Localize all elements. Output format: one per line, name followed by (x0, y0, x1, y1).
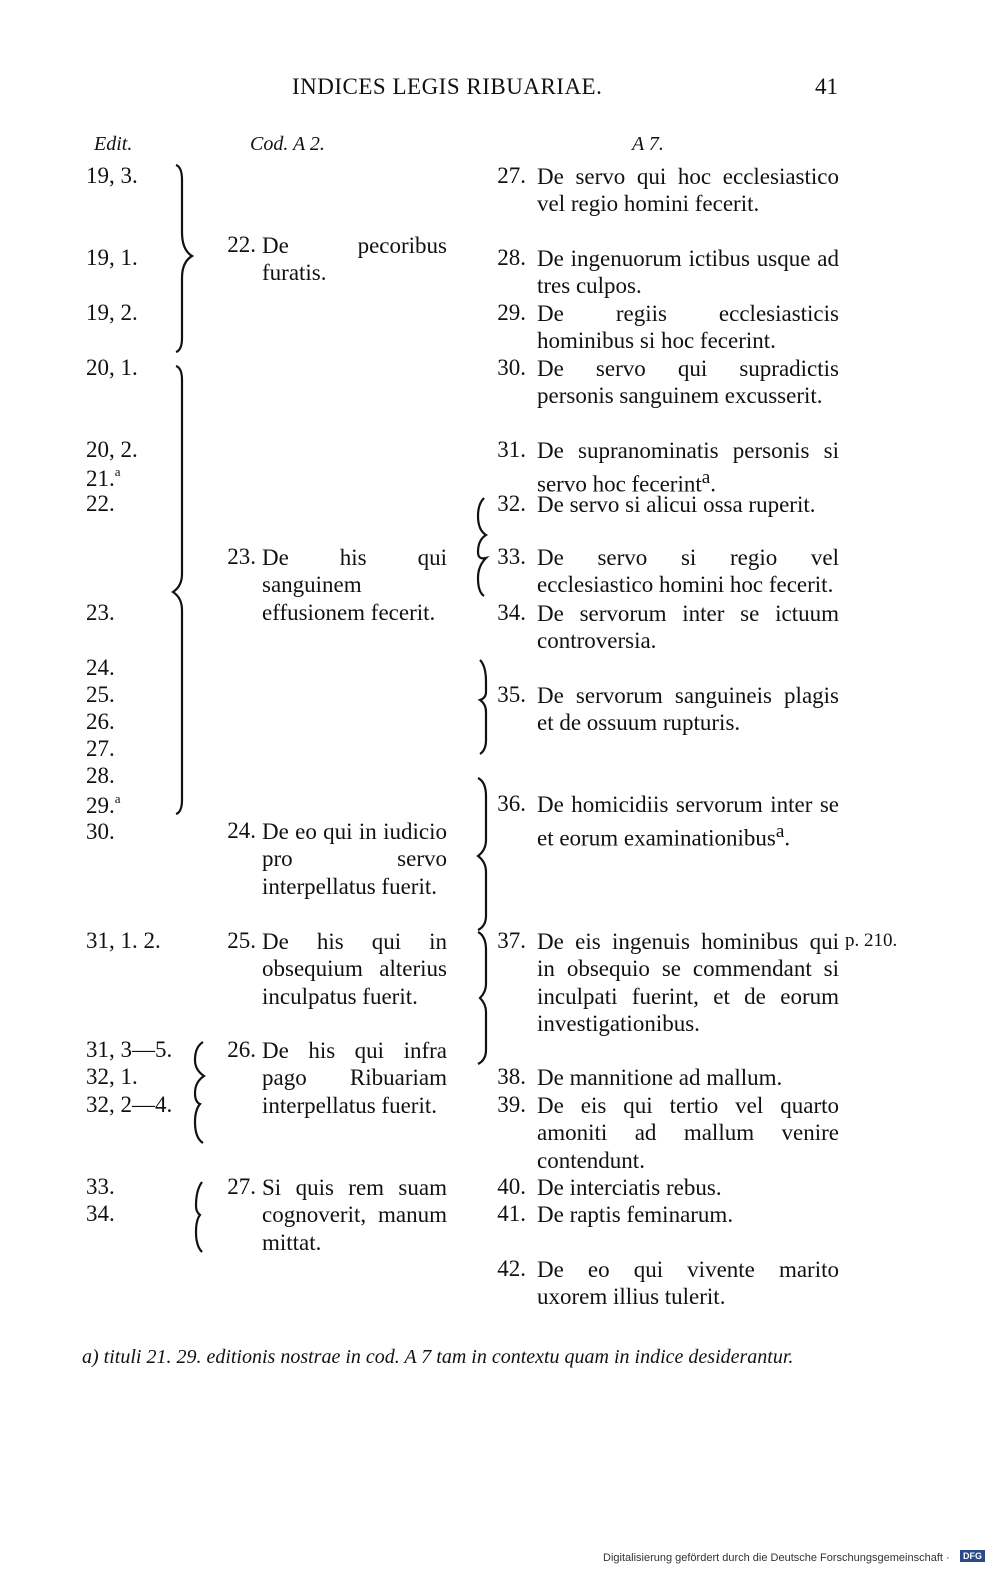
edition-ref (86, 736, 115, 762)
edition-ref-text: 19, 3. (86, 163, 138, 188)
edition-ref-text: 19, 1. (86, 245, 138, 270)
a7-entry-title (537, 1064, 839, 1091)
edition-ref (86, 791, 121, 819)
edition-ref-text: 25. (86, 682, 115, 707)
page-number: 41 (815, 74, 838, 99)
a2-entry-title: De his qui sanguinem effusionem fecerit. (262, 545, 447, 625)
a7-entry-title (537, 1201, 839, 1228)
a7-entry-end: . (784, 826, 791, 852)
a7-entry-number: 35. (497, 682, 526, 707)
edition-ref-text: 21. (86, 466, 115, 491)
a7-entry-title-text: De ingenuorum ictibus usque ad tres culpos. (537, 246, 839, 299)
edition-ref (86, 1201, 115, 1227)
edition-ref-text: 20, 2. (86, 437, 138, 462)
a7-entry-title-text: De interciatis rebus. (537, 1175, 722, 1200)
a7-entry-title-text: De homicidiis servorum inter se et eorum examinationibus (537, 792, 839, 852)
a2-entry-number: 26. (227, 1037, 256, 1062)
edition-ref (86, 819, 115, 845)
a7-entry-title (537, 682, 839, 737)
edition-ref-text: 22. (86, 491, 115, 516)
a2-entry-title: De eo qui in iudicio pro servo interpellatus fuerit. (262, 819, 447, 899)
edition-ref (86, 437, 138, 463)
brace-edit-33-34 (196, 1182, 202, 1252)
edition-ref (86, 928, 161, 954)
a7-entry-number: 41. (497, 1201, 526, 1226)
a2-entry-title: De his qui in obsequium alterius inculpatus fuerit. (262, 929, 447, 1009)
edition-ref (86, 355, 138, 381)
dfg-logo: DFG (960, 1550, 985, 1562)
a7-entry-title (537, 600, 839, 655)
edition-ref (86, 709, 115, 735)
running-title: INDICES LEGIS RIBUARIAE. (292, 74, 603, 99)
column-header-cod-a2: Cod. A 2. (250, 133, 325, 155)
edition-ref-text: 24. (86, 655, 115, 680)
edition-ref-text: 27. (86, 736, 115, 761)
a7-entry-title (537, 1256, 839, 1311)
edition-ref (86, 491, 115, 517)
a7-entry-number: 34. (497, 600, 526, 625)
a7-entry-title (537, 245, 839, 300)
edition-ref (86, 1064, 138, 1090)
digitization-credit: Digitalisierung gefördert durch die Deutsche Forschungsgemeinschaft · (603, 1552, 950, 1564)
edition-ref (86, 464, 121, 492)
brace-edit-31-32 (195, 1042, 204, 1143)
edition-ref-text: 31, 1. 2. (86, 928, 161, 953)
edition-ref-text: 23. (86, 600, 115, 625)
column-header-edit: Edit. (94, 133, 133, 155)
a7-entry-title-text: De raptis feminarum. (537, 1202, 734, 1227)
edition-ref-text: 29. (86, 793, 115, 818)
a7-entry-number: 37. (497, 928, 526, 953)
a7-entry-number: 28. (497, 245, 526, 270)
a7-entry-number: 33. (497, 544, 526, 569)
a7-entry-title-text: De servo si alicui ossa ruperit. (537, 492, 816, 517)
a7-entry-number: 40. (497, 1174, 526, 1199)
edition-ref-text: 31, 3—5. (86, 1037, 173, 1062)
a7-entry-title-text: De servo si regio vel ecclesiastico homini hoc fecerit. (537, 545, 839, 598)
a2-entry-title: De his qui infra pago Ribuariam interpellatus fuerit. (262, 1038, 447, 1118)
a7-entry-title (537, 355, 839, 410)
edition-ref (86, 300, 138, 326)
edition-ref (86, 682, 115, 708)
a7-entry-title (537, 928, 839, 1038)
a7-entry-title-text: De mannitione ad mallum. (537, 1065, 783, 1090)
a7-entry-title-text: De servo qui supradictis personis sanguinem excusserit. (537, 356, 839, 409)
brace-edit-19 (176, 165, 192, 352)
edition-ref-text: 32, 1. (86, 1064, 138, 1089)
a7-entry-number: 27. (497, 163, 526, 188)
a7-entry-title (537, 1092, 839, 1174)
a7-entry-title (537, 791, 839, 852)
a7-entry-number: 36. (497, 791, 526, 816)
a7-entry-title-text: De servo qui hoc ecclesiastico vel regio homini fecerit. (537, 164, 839, 217)
a2-entry-number: 24. (227, 818, 256, 843)
a7-entry-number: 38. (497, 1064, 526, 1089)
column-header-a7: A 7. (632, 133, 664, 155)
edition-ref-text: 19, 2. (86, 300, 138, 325)
edition-ref (86, 1174, 115, 1200)
a7-entry-number: 31. (497, 437, 526, 462)
footnote-marker: a (701, 467, 711, 489)
a7-entry-title-text: De supranominatis personis si servo hoc fecerint (537, 438, 839, 498)
a7-entry-number: 32. (497, 491, 526, 516)
a7-entry-title-text: De servorum inter se ictuum controversia. (537, 601, 839, 654)
a7-entry-title (537, 300, 839, 355)
a7-entry-title (537, 491, 839, 518)
a7-entry-number: 30. (497, 355, 526, 380)
a2-entry-number: 27. (227, 1174, 256, 1199)
edition-ref (86, 245, 138, 271)
edition-ref-text: 26. (86, 709, 115, 734)
edition-ref-text: 20, 1. (86, 355, 138, 380)
footnote-marker: a (114, 791, 121, 806)
a7-entry-number: 39. (497, 1092, 526, 1117)
a2-entry-number: 25. (227, 928, 256, 953)
a2-entry-number: 23. (227, 544, 256, 569)
edition-ref-text: 28. (86, 763, 115, 788)
edition-ref-text: 34. (86, 1201, 115, 1226)
edition-ref (86, 163, 138, 189)
a7-entry-title-text: De eis qui tertio vel quarto amoniti ad mallum venire contendunt. (537, 1093, 839, 1173)
a7-entry-number: 42. (497, 1256, 526, 1281)
edition-ref (86, 1037, 172, 1063)
edition-ref (86, 600, 115, 626)
footnote-marker: a (114, 464, 121, 479)
edition-ref (86, 1092, 172, 1118)
a7-entry-title (537, 544, 839, 599)
a7-entry-title-text: De eis ingenuis hominibus qui in obsequio se commendant si inculpati fuerint, et de eorum investigationibus. (537, 929, 839, 1037)
a7-entry-number: 29. (497, 300, 526, 325)
a7-entry-title (537, 163, 839, 218)
a7-entry-title-text: De servorum sanguineis plagis et de ossuum rupturis. (537, 683, 839, 736)
edition-ref-text: 30. (86, 819, 115, 844)
a7-entry-title-text: De regiis ecclesiasticis hominibus si hoc fecerint. (537, 301, 839, 354)
a7-entry-title (537, 1174, 839, 1201)
edition-ref (86, 655, 115, 681)
side-page-reference: p. 210. (845, 930, 898, 951)
edition-ref-text: 33. (86, 1174, 115, 1199)
a7-entry-title-text: De eo qui vivente marito uxorem illius tulerit. (537, 1257, 839, 1310)
a2-entry-number: 22. (227, 232, 256, 257)
a7-entry-title (537, 437, 839, 498)
footnote: a) tituli 21. 29. editionis nostrae in cod. A 7 tam in contextu quam in indice desiderantur. (82, 1346, 794, 1368)
a2-entry-title: De pecoribus furatis. (262, 233, 447, 286)
a2-entry-title: Si quis rem suam cognoverit, manum mittat. (262, 1175, 447, 1255)
brace-edit-20-29 (173, 366, 182, 814)
edition-ref-text: 32, 2—4. (86, 1092, 173, 1117)
a7-entry-end: . (710, 472, 717, 498)
footnote-marker: a (775, 821, 785, 843)
edition-ref (86, 763, 115, 789)
